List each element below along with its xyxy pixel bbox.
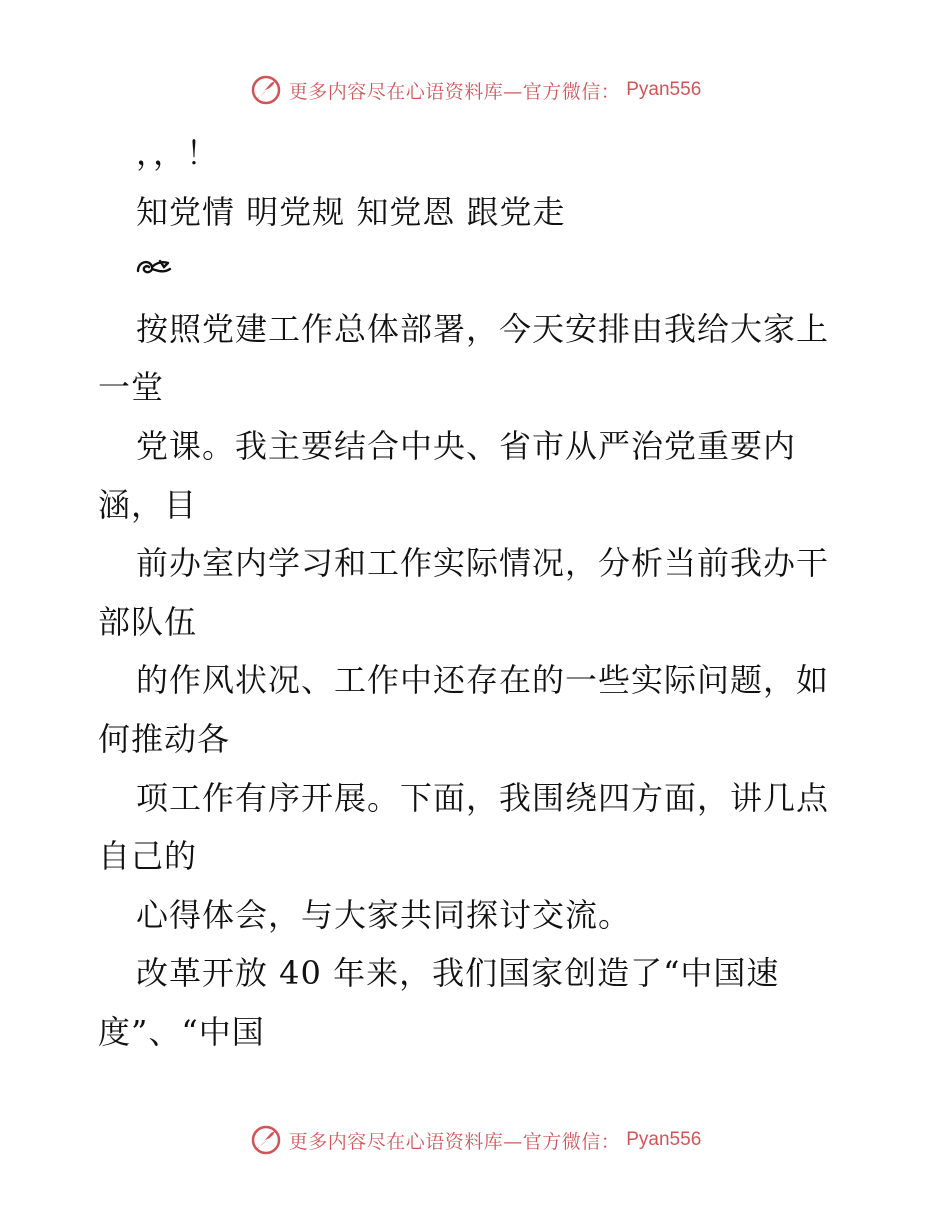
quill-seal-icon	[249, 1123, 283, 1157]
body-line: 的作风状况、工作中还存在的一些实际问题，如	[136, 661, 830, 700]
body-line: 改革开放 40 年来，我们国家创造了“中国速	[136, 954, 780, 993]
watermark-account: Pyan556	[626, 79, 702, 100]
document-title: 知党情 明党规 知党恩 跟党走	[136, 192, 566, 231]
body-line: 党课。我主要结合中央、省市从严治党重要内	[136, 426, 797, 465]
body-line: 自己的	[98, 837, 198, 876]
body-line: 前办室内学习和工作实际情况，分析当前我办干	[136, 544, 830, 583]
body-line: 项工作有序开展。下面，我围绕四方面，讲几点	[136, 778, 830, 817]
document-body	[98, 124, 858, 1062]
body-line: 心得体会，与大家共同探讨交流。	[136, 895, 632, 934]
header-watermark-banner	[0, 70, 950, 110]
body-line: 涵，目	[98, 485, 198, 524]
watermark-text: 更多内容尽在心语资料库—官方微信：	[288, 1130, 621, 1153]
body-line: 按照党建工作总体部署，今天安排由我给大家上	[136, 309, 830, 348]
watermark-account: Pyan556	[626, 1129, 702, 1150]
body-line: 度”、“中国	[98, 1012, 265, 1051]
footer-watermark-banner	[0, 1120, 950, 1160]
flourish-ornament-icon	[98, 241, 858, 300]
body-line: ，，！	[136, 134, 220, 172]
quill-seal-icon	[249, 73, 283, 107]
body-line: 何推动各	[98, 719, 231, 758]
body-line: 一堂	[98, 368, 165, 407]
watermark-text: 更多内容尽在心语资料库—官方微信：	[288, 80, 621, 103]
body-line: 部队伍	[98, 602, 198, 641]
